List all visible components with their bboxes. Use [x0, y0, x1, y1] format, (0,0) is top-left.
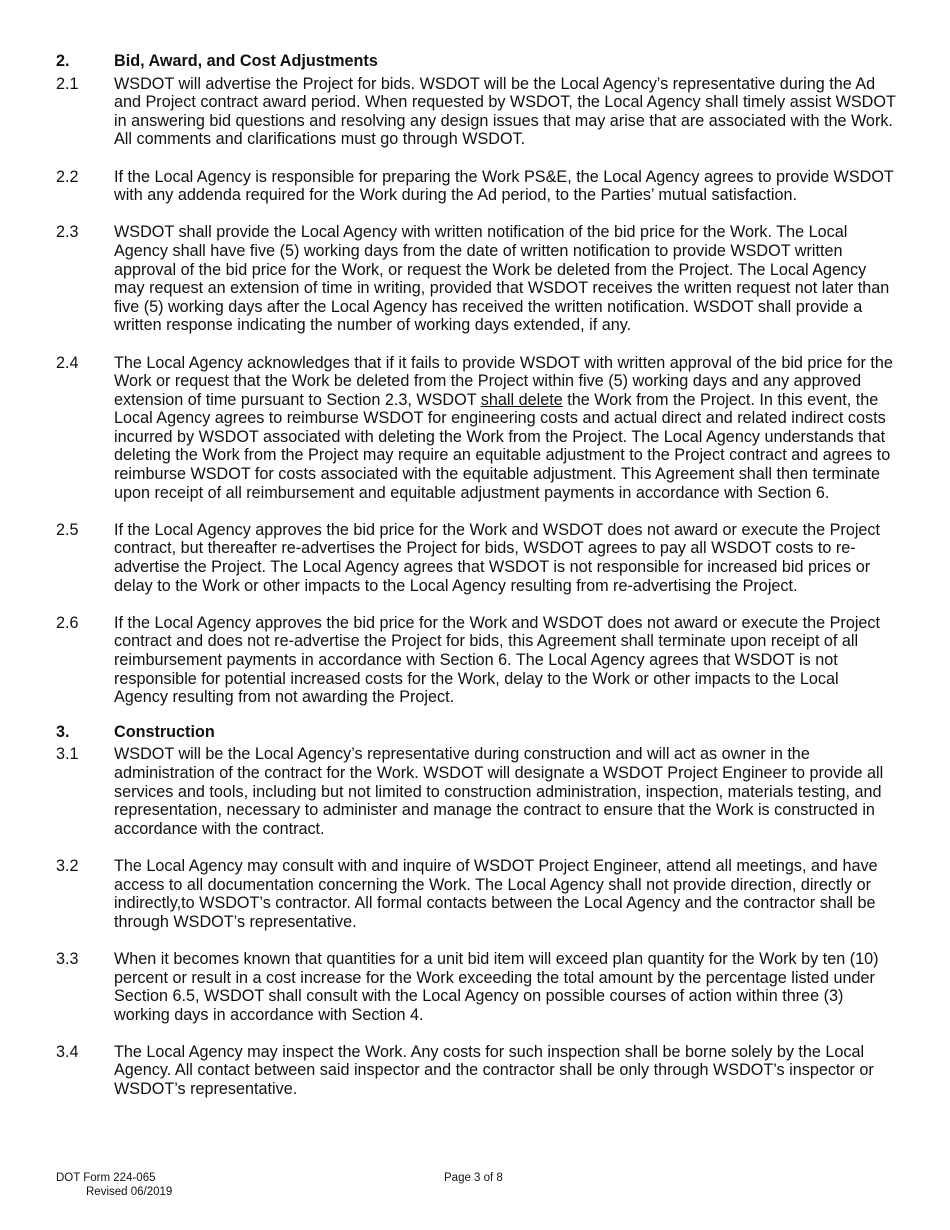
clause-number: 2.2: [56, 167, 79, 186]
clause-number: 2.5: [56, 520, 79, 539]
form-info: [56, 1171, 172, 1199]
form-number: DOT Form 224-065: [56, 1172, 156, 1184]
page-number: Page 3 of 8: [444, 1172, 503, 1184]
clause-number: 2.4: [56, 353, 79, 372]
section-2-heading: [56, 52, 896, 71]
clause-2-4: [56, 354, 896, 503]
clause-2-3: [56, 223, 896, 335]
clause-text: WSDOT will be the Local Agency’s representative during construction and will act as owner in the administration of the contract for the Work. WSDOT will designate a WSDOT Project Engineer to provide all services and tools, including but not limited to construction administration, inspection, materials testing, and representation, necessary to administer and manage the contract to ensure that the Work is constructed in accordance with the contract.: [114, 745, 884, 838]
clause-text: If the Local Agency is responsible for preparing the Work PS&E, the Local Agency agrees to provide WSDOT with any addenda required for the Work during the Ad period, to the Parties’ mutual satisfaction.: [114, 167, 894, 205]
underlined-phrase: shall delete: [480, 390, 563, 409]
clause-text-part: The Local Agency acknowledges that if it fails to provide WSDOT with written approval of the bid price for the Work or request that the Work be deleted from the Project within five (5) working days and any approved extension of time pursuant to Section 2.3, WSDOT: [114, 353, 893, 409]
clause-text: WSDOT will advertise the Project for bids. WSDOT will be the Local Agency’s representative during the Ad and Project contract award period. When requested by WSDOT, the Local Agency shall timely assist WSDOT in answering bid questions and resolving any design issues that may arise that are associated with the Work. All comments and clarifications must go through WSDOT.: [114, 74, 896, 149]
clause-3-2: [56, 857, 896, 931]
clause-text: If the Local Agency approves the bid price for the Work and WSDOT does not award or execute the Project contract, but thereafter re-advertises the Project for bids, WSDOT agrees to pay all WSDOT costs to re-advertise the Project. The Local Agency agrees that WSDOT is not responsible for increased bid prices or delay to the Work or other impacts to the Local Agency resulting from re-advertising the Project.: [114, 520, 881, 595]
clause-3-4: [56, 1043, 896, 1099]
clause-number: 3.3: [56, 949, 79, 968]
section-number: 3.: [56, 722, 70, 741]
clause-text-part: the Work from the Project. In this event, the Local Agency agrees to reimburse WSDOT for engineering costs and actual direct and related indirect costs incurred by WSDOT associated with deleting the Work from the Project. The Local Agency understands that deleting the Work from the Project may require an equitable adjustment to the Project contract and agrees to reimburse WSDOT for costs associated with the equitable adjustment. This Agreement shall then terminate upon receipt of all reimbursement and equitable adjustment payments in accordance with Section 6.: [114, 390, 891, 502]
clause-3-3: [56, 950, 896, 1024]
clause-text: The Local Agency may inspect the Work. Any costs for such inspection shall be borne solely by the Local Agency. All contact between said inspector and the contractor shall be only through WSDOT’s inspector or WSDOT’s representative.: [114, 1042, 874, 1099]
clause-2-2: [56, 168, 896, 205]
clause-text: WSDOT shall provide the Local Agency with written notification of the bid price for the Work. The Local Agency shall have five (5) working days from the date of written notification to provide WSDOT written approval of the bid price for the Work, or request the Work be deleted from the Project. The Local Agency may request an extension of time in writing, provided that WSDOT receives the written request not later than five (5) working days after the Local Agency has received the written notification. WSDOT shall provide a written response indicating the number of working days extended, if any.: [114, 223, 890, 335]
section-3-heading: [56, 723, 896, 742]
clause-2-6: [56, 614, 896, 707]
clause-number: 3.4: [56, 1042, 79, 1061]
clause-text: When it becomes known that quantities for a unit bid item will exceed plan quantity for the Work by ten (10) percent or result in a cost increase for the Work exceeding the total amount by the percentage listed under Section 6.5, WSDOT shall consult with the Local Agency on possible courses of action within three (3) working days in accordance with Section 4.: [114, 949, 879, 1024]
clause-2-5: [56, 521, 896, 595]
clause-text: If the Local Agency approves the bid price for the Work and WSDOT does not award or execute the Project contract and does not re-advertise the Project for bids, this Agreement shall terminate upon receipt of all reimbursement payments in accordance with Section 6. The Local Agency agrees that WSDOT is not responsible for potential increased costs for the Work, delay to the Work or other impacts to the Local Agency resulting from not awarding the Project.: [114, 613, 881, 707]
clause-number: 2.3: [56, 223, 79, 242]
document-page: [56, 52, 896, 1117]
section-number: 2.: [56, 52, 70, 70]
clause-number: 3.1: [56, 745, 79, 764]
clause-text: The Local Agency may consult with and inquire of WSDOT Project Engineer, attend all meetings, and have access to all documentation concerning the Work. The Local Agency shall not provide direction, directly or indirectly,to WSDOT’s contractor. All formal contacts between the Local Agency and the contractor shall be through WSDOT’s representative.: [114, 856, 878, 931]
clause-text: [114, 354, 896, 503]
clause-number: 2.6: [56, 613, 79, 632]
revision-date: Revised 06/2019: [86, 1186, 173, 1198]
clause-3-1: [56, 745, 896, 838]
clause-number: 2.1: [56, 74, 79, 93]
section-title: Construction: [114, 722, 215, 741]
clause-number: 3.2: [56, 856, 79, 875]
section-title: Bid, Award, and Cost Adjustments: [114, 52, 378, 70]
clause-2-1: [56, 75, 896, 149]
